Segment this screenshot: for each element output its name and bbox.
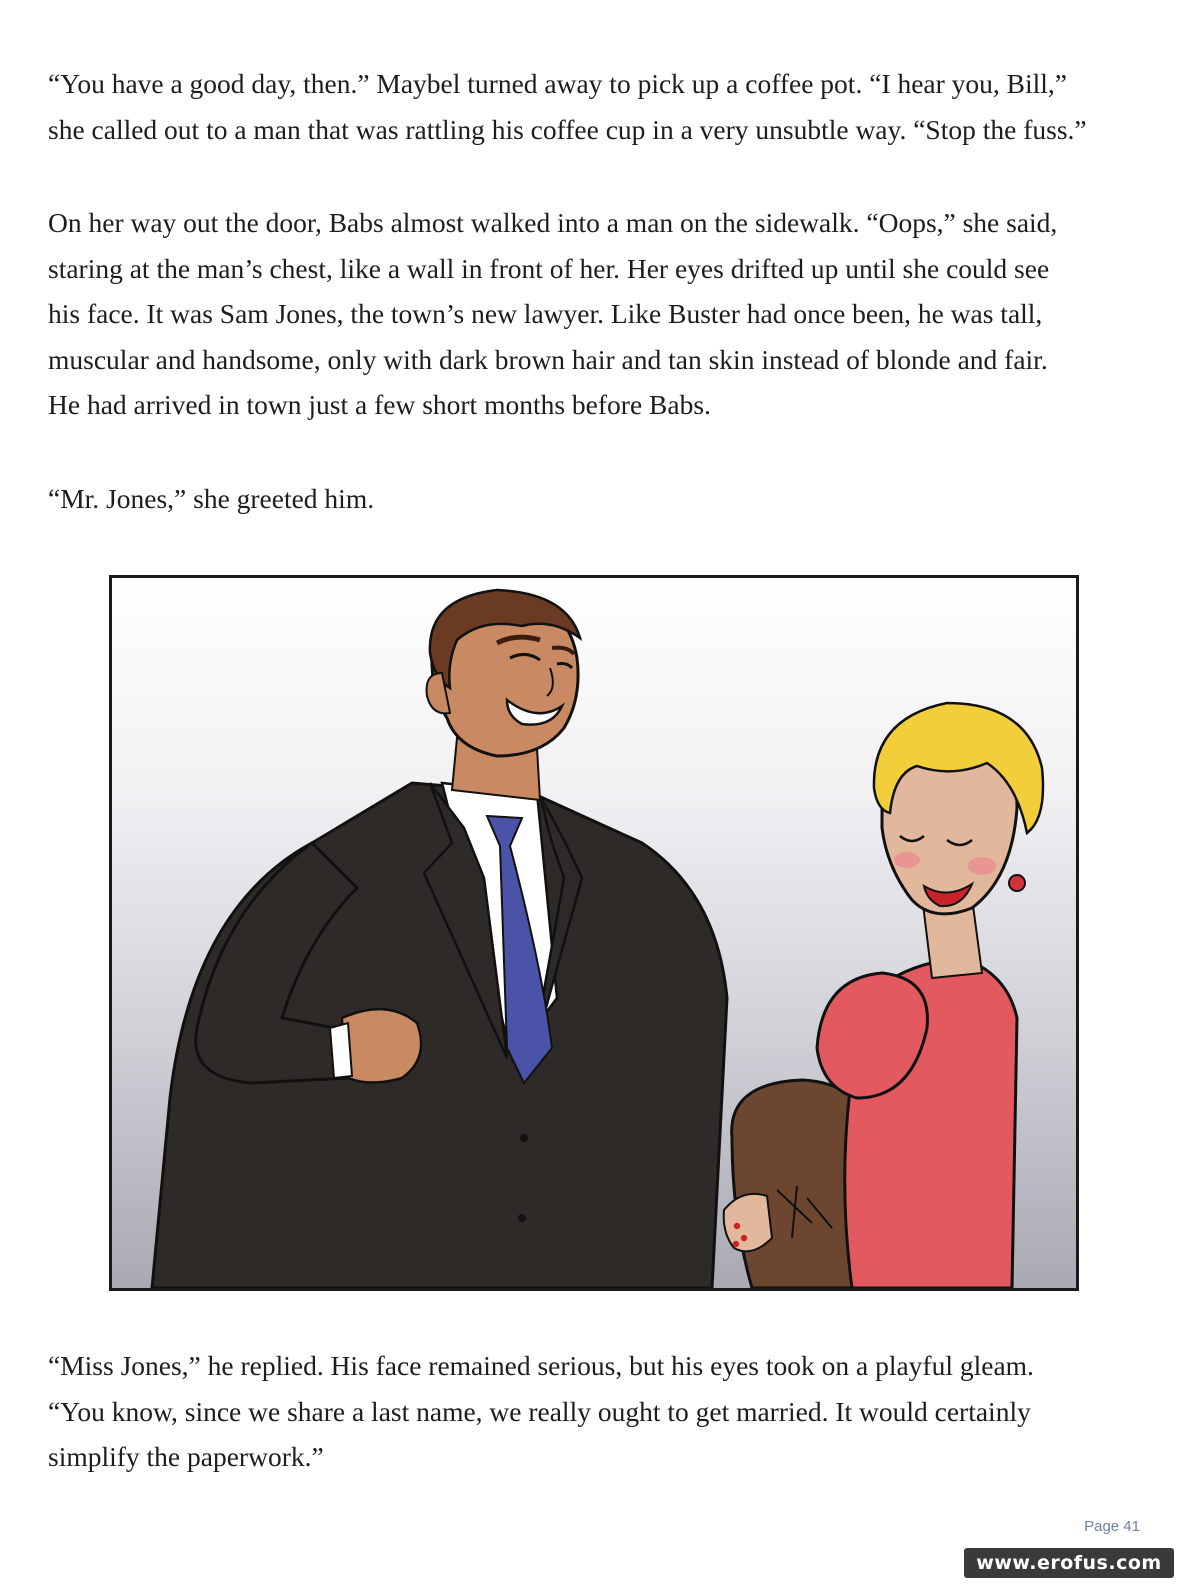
text-line: simplify the paperwork.” <box>48 1441 324 1472</box>
illustration-svg <box>112 578 1076 1288</box>
comic-panel <box>109 575 1079 1291</box>
paragraph-2 <box>48 200 1158 428</box>
woman-figure <box>724 703 1043 1288</box>
text-line: she called out to a man that was rattling his coffee cup in a very unsubtle way. “Stop the fuss.” <box>48 113 1087 145</box>
man-fist <box>342 1009 421 1082</box>
woman-blush <box>894 852 920 868</box>
text-line: his face. It was Sam Jones, the town’s new lawyer. Like Buster had once been, he was tall, <box>48 298 1043 329</box>
man-shirt-cuff <box>330 1023 352 1078</box>
text-line: muscular and handsome, only with dark brown hair and tan skin instead of blonde and fair. <box>48 343 1048 375</box>
text-line: On her way out the door, Babs almost walked into a man on the sidewalk. “Oops,” she said, <box>48 207 1058 238</box>
text-line: “You have a good day, then.” Maybel turned away to pick up a coffee pot. “I hear you, Bill,” <box>48 68 1067 99</box>
watermark-logo: www.erofus.com <box>964 1548 1174 1578</box>
text-line: He had arrived in town just a few short months before Babs. <box>48 389 711 420</box>
suit-button <box>518 1214 526 1222</box>
nail <box>733 1241 739 1247</box>
paragraph-1 <box>48 61 1158 152</box>
woman-hand <box>724 1194 772 1251</box>
text-line: “Mr. Jones,” she greeted him. <box>48 483 375 514</box>
text-line: “You know, since we share a last name, we really ought to get married. It would certainly <box>48 1395 1031 1427</box>
paragraph-4 <box>48 1343 1158 1480</box>
paragraph-3 <box>48 476 1158 522</box>
woman-blush <box>968 857 996 875</box>
text-line: “Miss Jones,” he replied. His face remained serious, but his eyes took on a playful gleam. <box>48 1350 1034 1381</box>
text-line: staring at the man’s chest, like a wall in front of her. Her eyes drifted up until she could see <box>48 252 1050 284</box>
suit-button <box>520 1134 528 1142</box>
man-figure <box>152 590 727 1288</box>
woman-earring <box>1009 875 1025 891</box>
nail <box>741 1235 747 1241</box>
page-number: Page 41 <box>1084 1518 1140 1535</box>
nail <box>734 1223 740 1229</box>
